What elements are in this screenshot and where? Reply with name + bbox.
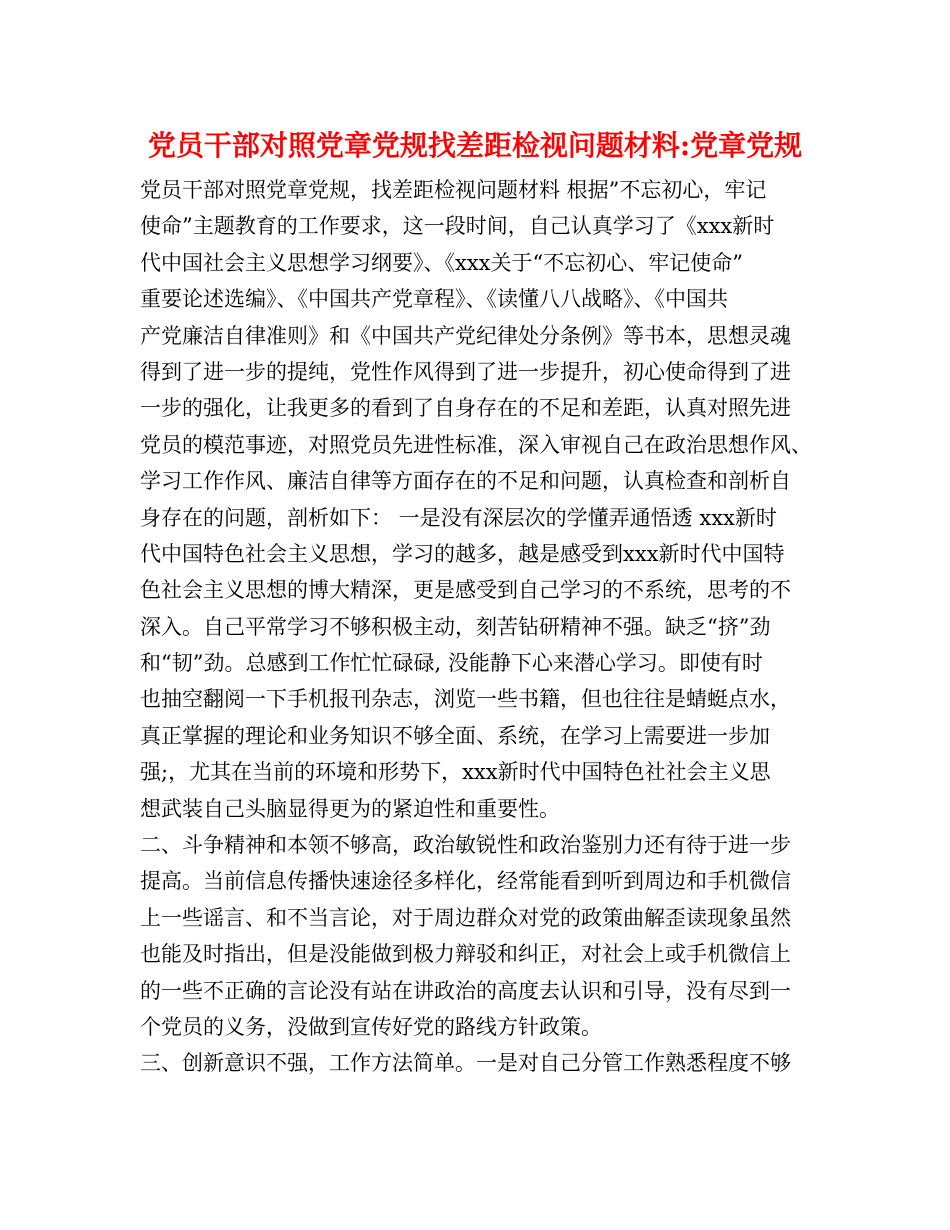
body-line: 上一些谣言、和不当言论，对于周边群众对党的政策曲解歪读现象虽然 xyxy=(140,905,791,930)
body-line: 深入。自己平常学习不够积极主动，刻苦钻研精神不强。缺乏“挤”劲 xyxy=(140,614,771,639)
document-title: 党员干部对照党章党规找差距检视问题材料:党章党规 xyxy=(147,129,803,162)
body-line: 三、创新意识不强，工作方法简单。一是对自己分管工作熟悉程度不够 xyxy=(140,1051,791,1076)
body-line: 产党廉洁自律准则》和《中国共产党纪律处分条例》等书本，思想灵魂 xyxy=(140,323,791,348)
body-line: 重要论述选编》、《中国共产党章程》、《读懂八八战略》、《中国共 xyxy=(140,287,728,312)
body-line: 党员干部对照党章党规，找差距检视问题材料 根据”不忘初心，牢记 xyxy=(140,178,767,202)
body-line: 想武装自己头脑显得更为的紧迫性和重要性。 xyxy=(140,796,560,821)
body-line: 也能及时指出，但是没能做到极力辩驳和纠正，对社会上或手机微信上 xyxy=(140,942,791,967)
body-line: 身存在的问题，剖析如下： 一是没有深层次的学懂弄通悟透 xxx新时 xyxy=(140,505,777,530)
body-line: 色社会主义思想的博大精深，更是感受到自己学习的不系统，思考的不 xyxy=(140,578,791,603)
body-line: 个党员的义务，没做到宣传好党的路线方针政策。 xyxy=(140,1014,602,1039)
body-line: 学习工作作风、廉洁自律等方面存在的不足和问题，认真检查和剖析自 xyxy=(140,469,791,494)
body-line: 和“韧”劲。总感到工作忙忙碌碌, 没能静下心来潜心学习。即使有时 xyxy=(140,651,763,676)
body-line: 党员的模范事迹，对照党员先进性标准，深入审视自己在政治思想作风、 xyxy=(140,432,812,457)
body-line: 一步的强化，让我更多的看到了自身存在的不足和差距，认真对照先进 xyxy=(140,396,791,421)
document-body xyxy=(140,172,820,1082)
body-line: 真正掌握的理论和业务知识不够全面、系统，在学习上需要进一步加 xyxy=(140,723,770,748)
body-line: 的一些不正确的言论没有站在讲政治的高度去认识和引导，没有尽到一 xyxy=(140,978,791,1003)
body-line: 使命”主题教育的工作要求，这一段时间，自己认真学习了《xxx新时 xyxy=(140,214,775,239)
body-line: 强;，尤其在当前的环境和形势下，xxx新时代中国特色社社会主义思 xyxy=(140,760,771,785)
body-line: 也抽空翻阅一下手机报刊杂志，浏览一些书籍，但也往往是蜻蜓点水， xyxy=(140,687,791,712)
body-line: 二、斗争精神和本领不够高，政治敏锐性和政治鉴别力还有待于进一步 xyxy=(140,833,791,858)
body-line: 得到了进一步的提纯，党性作风得到了进一步提升，初心使命得到了进 xyxy=(140,359,791,384)
body-line: 提高。当前信息传播快速途径多样化，经常能看到听到周边和手机微信 xyxy=(140,869,791,894)
body-line: 代中国特色社会主义思想，学习的越多，越是感受到xxx新时代中国特 xyxy=(140,541,785,566)
body-line: 代中国社会主义思想学习纲要》、《xxx关于“不忘初心、牢记使命” xyxy=(140,250,743,275)
